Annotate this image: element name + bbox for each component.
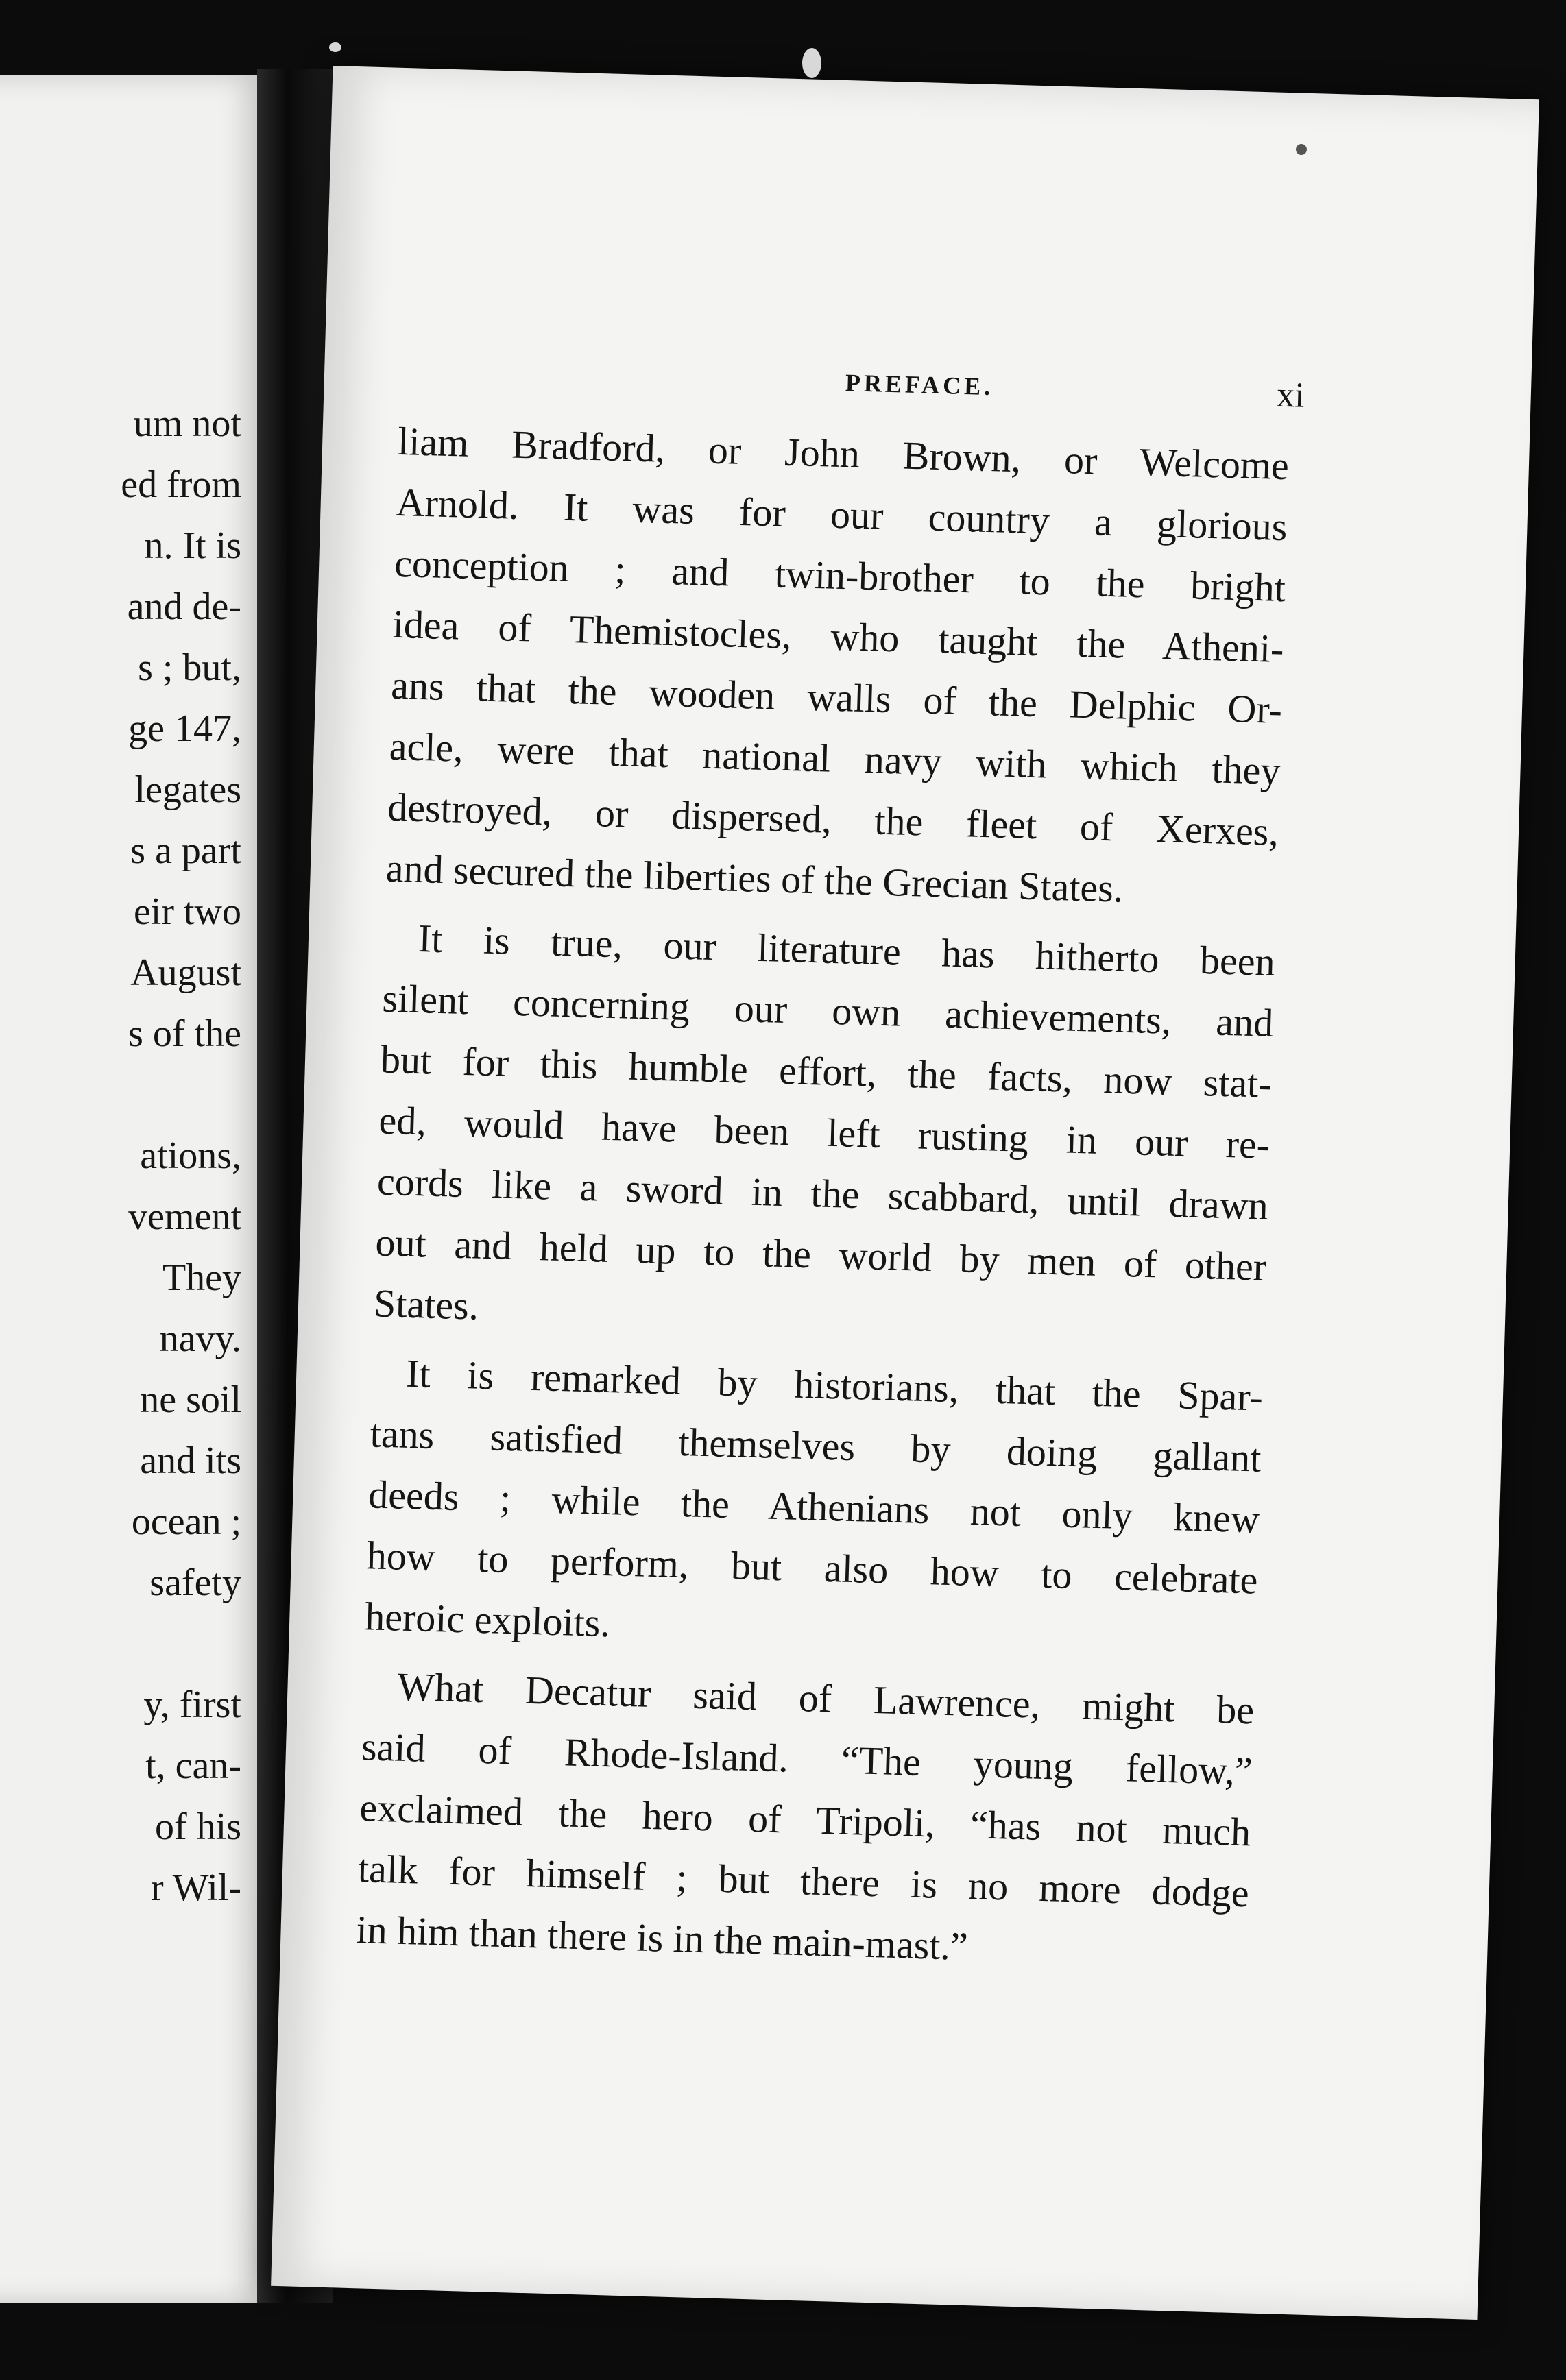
text-line: exclaimed the hero of Tripoli, “has not much [359,1785,1252,1855]
left-page-line: ations, [140,1134,241,1177]
paragraph [373,907,1276,1359]
right-page [271,66,1539,2320]
text-line: but for this humble effort, the facts, now stat- [380,1036,1273,1106]
left-page-line: and de- [127,585,241,628]
text-line: It is true, our literature has hitherto been [418,916,1276,984]
text-line: silent concerning our own achievements, and [381,975,1275,1045]
left-page-line: s of the [128,1012,241,1055]
text-line: conception ; and twin-brother to the bright [394,540,1286,611]
text-line: States. [373,1280,480,1328]
text-line: It is remarked by historians, that the Spar- [405,1350,1264,1420]
left-page-line: legates [134,768,241,811]
left-page-line: safety [149,1562,241,1604]
paragraph [385,411,1290,923]
running-head-title: PREFACE. [845,369,994,401]
left-page-line: t, can- [145,1745,241,1787]
page-number: xi [1276,375,1305,415]
left-page [0,75,261,2303]
text-line: out and held up to the world by men of other [374,1219,1268,1289]
left-page-line: s a part [130,829,241,872]
left-page-line: ed from [121,463,241,506]
text-line: and secured the liberties of the Grecian States. [385,845,1124,911]
body-text [355,411,1290,1984]
text-line: deeds ; while the Athenians not only knew [368,1472,1260,1542]
text-line: in him than there is in the main-mast.” [355,1907,969,1969]
text-line: ed, would have been left rusting in our re- [378,1097,1271,1167]
text-line: said of Rhode-Island. “The young fellow,” [361,1724,1253,1794]
left-page-line: They [162,1256,241,1299]
left-page-line: ocean ; [131,1501,241,1543]
paragraph [364,1341,1264,1671]
dust-speck [802,48,821,78]
left-page-line: vement [128,1195,241,1238]
left-page-line: eir two [133,890,241,933]
left-page-line: navy. [159,1318,241,1360]
text-line: acle, were that national navy with which they [388,723,1281,794]
text-line: idea of Themistocles, who taught the Atheni- [392,601,1285,672]
left-page-line: y, first [143,1684,241,1726]
text-line: cords like a sword in the scabbard, until drawn [376,1158,1269,1228]
left-page-line: s ; but, [138,646,241,689]
text-line: ans that the wooden walls of the Delphic Or- [390,662,1283,733]
dust-speck [1296,144,1307,155]
left-page-line: r Wil- [150,1867,241,1909]
text-line: tans satisfied themselves by doing gallant [369,1411,1262,1481]
left-page-line: August [130,951,241,994]
text-line: What Decatur said of Lawrence, might be [396,1664,1255,1733]
left-page-line: and its [140,1440,241,1482]
text-line: talk for himself ; but there is no more dodge [357,1846,1250,1916]
text-line: Arnold. It was for our country a glorious [395,479,1288,550]
text-line: liam Bradford, or John Brown, or Welcome [397,418,1290,489]
paragraph [355,1655,1255,1984]
text-line: heroic exploits. [364,1594,611,1646]
left-page-line: of his [155,1806,241,1848]
left-page-line: ge 147, [128,707,241,750]
dust-speck [329,42,341,52]
text-line: how to perform, but also how to celebrate [366,1533,1259,1603]
left-page-line: n. It is [144,524,241,567]
text-line: destroyed, or dispersed, the fleet of Xerxes, [387,784,1279,854]
left-page-line: ne soil [140,1379,241,1421]
left-page-line: um not [133,402,241,445]
